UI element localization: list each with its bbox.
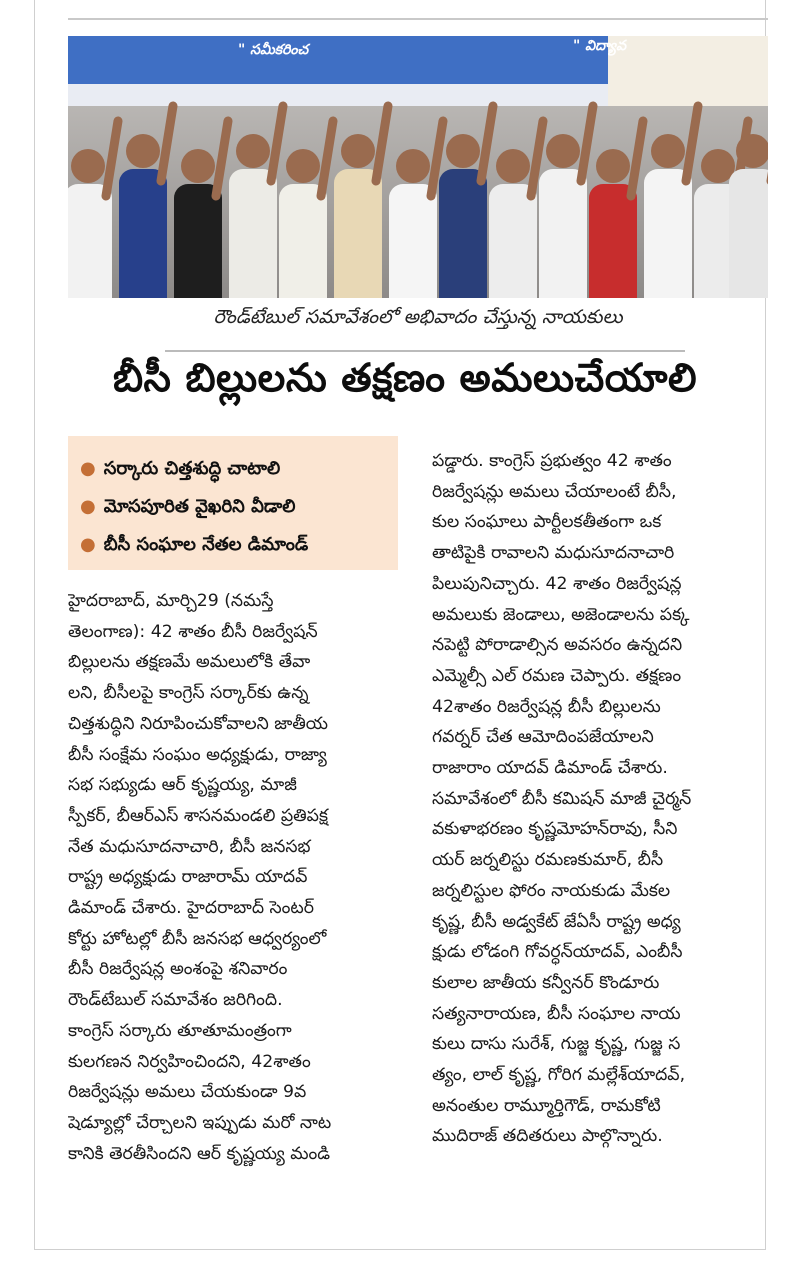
body-text-line: క్షుడు లోడంగి గోవర్ధన్‌యాదవ్, ఎంబీసీ <box>432 942 683 963</box>
person-figure <box>539 169 587 298</box>
body-text-line: బీసీ సంక్షేమ సంఘం అధ్యక్షుడు, రాజ్యా <box>68 744 327 765</box>
person-figure <box>589 184 637 298</box>
body-text-line: నపెట్టి పోరాడాల్సిన అవసరం ఉన్నదని <box>432 635 683 656</box>
body-text-line: రాజారాం యాదవ్ డిమాండ్ చేశారు. <box>432 758 668 779</box>
body-text-line: తెలంగాణ): 42 శాతం బీసీ రిజర్వేషన్ <box>68 621 318 642</box>
bullet-icon: ● <box>80 496 96 517</box>
body-text-line: సత్యనారాయణ, బీసీ సంఘాల నాయ <box>432 1003 681 1024</box>
body-text-line: జర్నలిస్టుల ఫోరం నాయకుడు మేకల <box>432 880 671 901</box>
person-figure <box>279 184 327 298</box>
person-figure <box>174 184 222 298</box>
body-text-line: కులాల జాతీయ కన్వీనర్ కొండూరు <box>432 972 660 993</box>
article-body-left <box>68 586 404 1169</box>
body-text-line: వకుళాభరణం కృష్ణమోహన్‌రావు, సీని <box>432 819 678 840</box>
banner-text-right: " విద్యావ <box>573 38 627 54</box>
person-figure <box>439 169 487 298</box>
person-head <box>446 134 480 168</box>
headline-divider <box>165 350 685 352</box>
person-head <box>496 149 530 183</box>
person-figure <box>119 169 167 298</box>
body-text-line: కానికి తెరతీసిందని ఆర్ కృష్ణయ్య మండి <box>68 1143 331 1164</box>
person-figure <box>644 169 692 298</box>
body-text-line: నేత మధుసూదనాచారి, బీసీ జనసభ <box>68 836 311 857</box>
article-body-right <box>432 446 768 1152</box>
body-text-line: తాటిపైకి రావాలని మధుసూదనాచారి <box>432 543 675 564</box>
person-head <box>396 149 430 183</box>
body-text-line: కోర్టు హోటల్లో బీసీ జనసభ ఆధ్వర్యంలో <box>68 928 327 949</box>
person-figure <box>729 169 768 298</box>
person-figure <box>334 169 382 298</box>
body-text-line: బీసీ రిజర్వేషన్ల అంశంపై శనివారం <box>68 959 288 980</box>
headline: బీసీ బిల్లులను తక్షణం అమలుచేయాలి <box>112 356 698 401</box>
body-text-line: రౌండ్‌టేబుల్ సమావేశం జరిగింది. <box>68 990 283 1011</box>
body-text-line: హైదరాబాద్, మార్చి29 (నమస్తే <box>68 591 274 611</box>
body-text-line: చిత్తశుద్ధిని నిరూపించుకోవాలని జాతీయ <box>68 713 329 734</box>
body-text-line: అమలుకు జెండాలు, అజెండాలను పక్క <box>432 604 690 625</box>
body-text-line: కులు దాసు సురేశ్, గుజ్జ కృష్ణ, గుజ్జ స <box>432 1034 681 1055</box>
person-head <box>286 149 320 183</box>
body-text-line: కాంగ్రెస్ సర్కారు తూతూమంత్రంగా <box>68 1020 292 1041</box>
body-text-line: పడ్డారు. కాంగ్రెస్ ప్రభుత్వం 42 శాతం <box>432 451 672 471</box>
body-text-line: రిజర్వేషన్లు అమలు చేయాలంటే బీసీ, <box>432 481 677 502</box>
body-text-line: షెడ్యూల్లో చేర్చాలని ఇప్పుడు మరో నాట <box>68 1112 332 1133</box>
body-text-line: త్యం, లాల్ కృష్ణ, గోరిగ మల్లేశ్‌యాదవ్, <box>432 1065 686 1086</box>
person-head <box>701 149 735 183</box>
banner-text-left: " సమీకరించ <box>238 42 309 58</box>
body-text-line: రిజర్వేషన్లు అమలు చేయకుండా 9వ <box>68 1082 307 1103</box>
person-figure <box>489 184 537 298</box>
body-text-line: ఎమ్మెల్సీ ఎల్ రమణ చెప్పారు. తక్షణం <box>432 665 682 686</box>
person-head <box>341 134 375 168</box>
body-text-line: డిమాండ్ చేశారు. హైదరాబాద్ సెంటర్ <box>68 898 315 919</box>
body-text-line: సమావేశంలో బీసీ కమిషన్ మాజీ చైర్మన్ <box>432 788 692 809</box>
person-figure <box>229 169 277 298</box>
body-text-line: కుల సంఘాలు పార్టీలకతీతంగా ఒక <box>432 512 662 533</box>
highlight-item: ● సర్కారు చిత్తశుద్ధి చాటాలి <box>80 458 281 479</box>
person-figure <box>68 184 112 298</box>
person-figure <box>389 184 437 298</box>
bullet-icon: ● <box>80 458 96 479</box>
highlight-item: ● మోసపూరిత వైఖరిని వీడాలి <box>80 496 296 517</box>
highlight-item: ● బీసీ సంఘాల నేతల డిమాండ్ <box>80 534 309 555</box>
body-text-line: యర్ జర్నలిస్టు రమణకుమార్, బీసీ <box>432 850 664 871</box>
body-text-line: లని, బీసీలపై కాంగ్రెస్ సర్కార్‌కు ఉన్న <box>68 683 309 704</box>
person-head <box>181 149 215 183</box>
body-text-line: సభ సభ్యుడు ఆర్ కృష్ణయ్య, మాజీ <box>68 775 297 796</box>
person-head <box>546 134 580 168</box>
body-text-line: స్పీకర్, బీఆర్ఎస్ శాసనమండలి ప్రతిపక్ష <box>68 805 328 826</box>
body-text-line: ముదిరాజ్ తదితరులు పాల్గొన్నారు. <box>432 1126 663 1147</box>
highlights-box <box>68 436 398 570</box>
body-text-line: బిల్లులను తక్షణమే అమలులోకి తేవా <box>68 652 311 673</box>
body-text-line: కృష్ణ, బీసీ అడ్వకేట్ జేఏసీ రాష్ట్ర అధ్య <box>432 911 681 932</box>
body-text-line: గవర్నర్ చేత ఆమోదింపజేయాలని <box>432 727 654 748</box>
body-text-line: 42శాతం రిజర్వేషన్ల బీసీ బిల్లులను <box>432 696 661 717</box>
body-text-line: రాష్ట్ర అధ్యక్షుడు రాజారామ్ యాదవ్ <box>68 867 308 888</box>
top-divider <box>68 18 768 20</box>
person-head <box>651 134 685 168</box>
bullet-icon: ● <box>80 534 96 555</box>
body-text-line: పిలుపునిచ్చారు. 42 శాతం రిజర్వేషన్ల <box>432 573 682 594</box>
news-photo <box>68 36 768 298</box>
body-text-line: కులగణన నిర్వహించిందని, 42శాతం <box>68 1051 311 1072</box>
person-head <box>596 149 630 183</box>
body-text-line: అనంతుల రామ్మూర్తిగౌడ్, రామకోటి <box>432 1095 661 1116</box>
person-head <box>236 134 270 168</box>
person-head <box>71 149 105 183</box>
person-head <box>126 134 160 168</box>
photo-caption: రౌండ్‌టేబుల్ సమావేశంలో అభివాదం చేస్తున్న నాయకులు <box>213 306 623 328</box>
